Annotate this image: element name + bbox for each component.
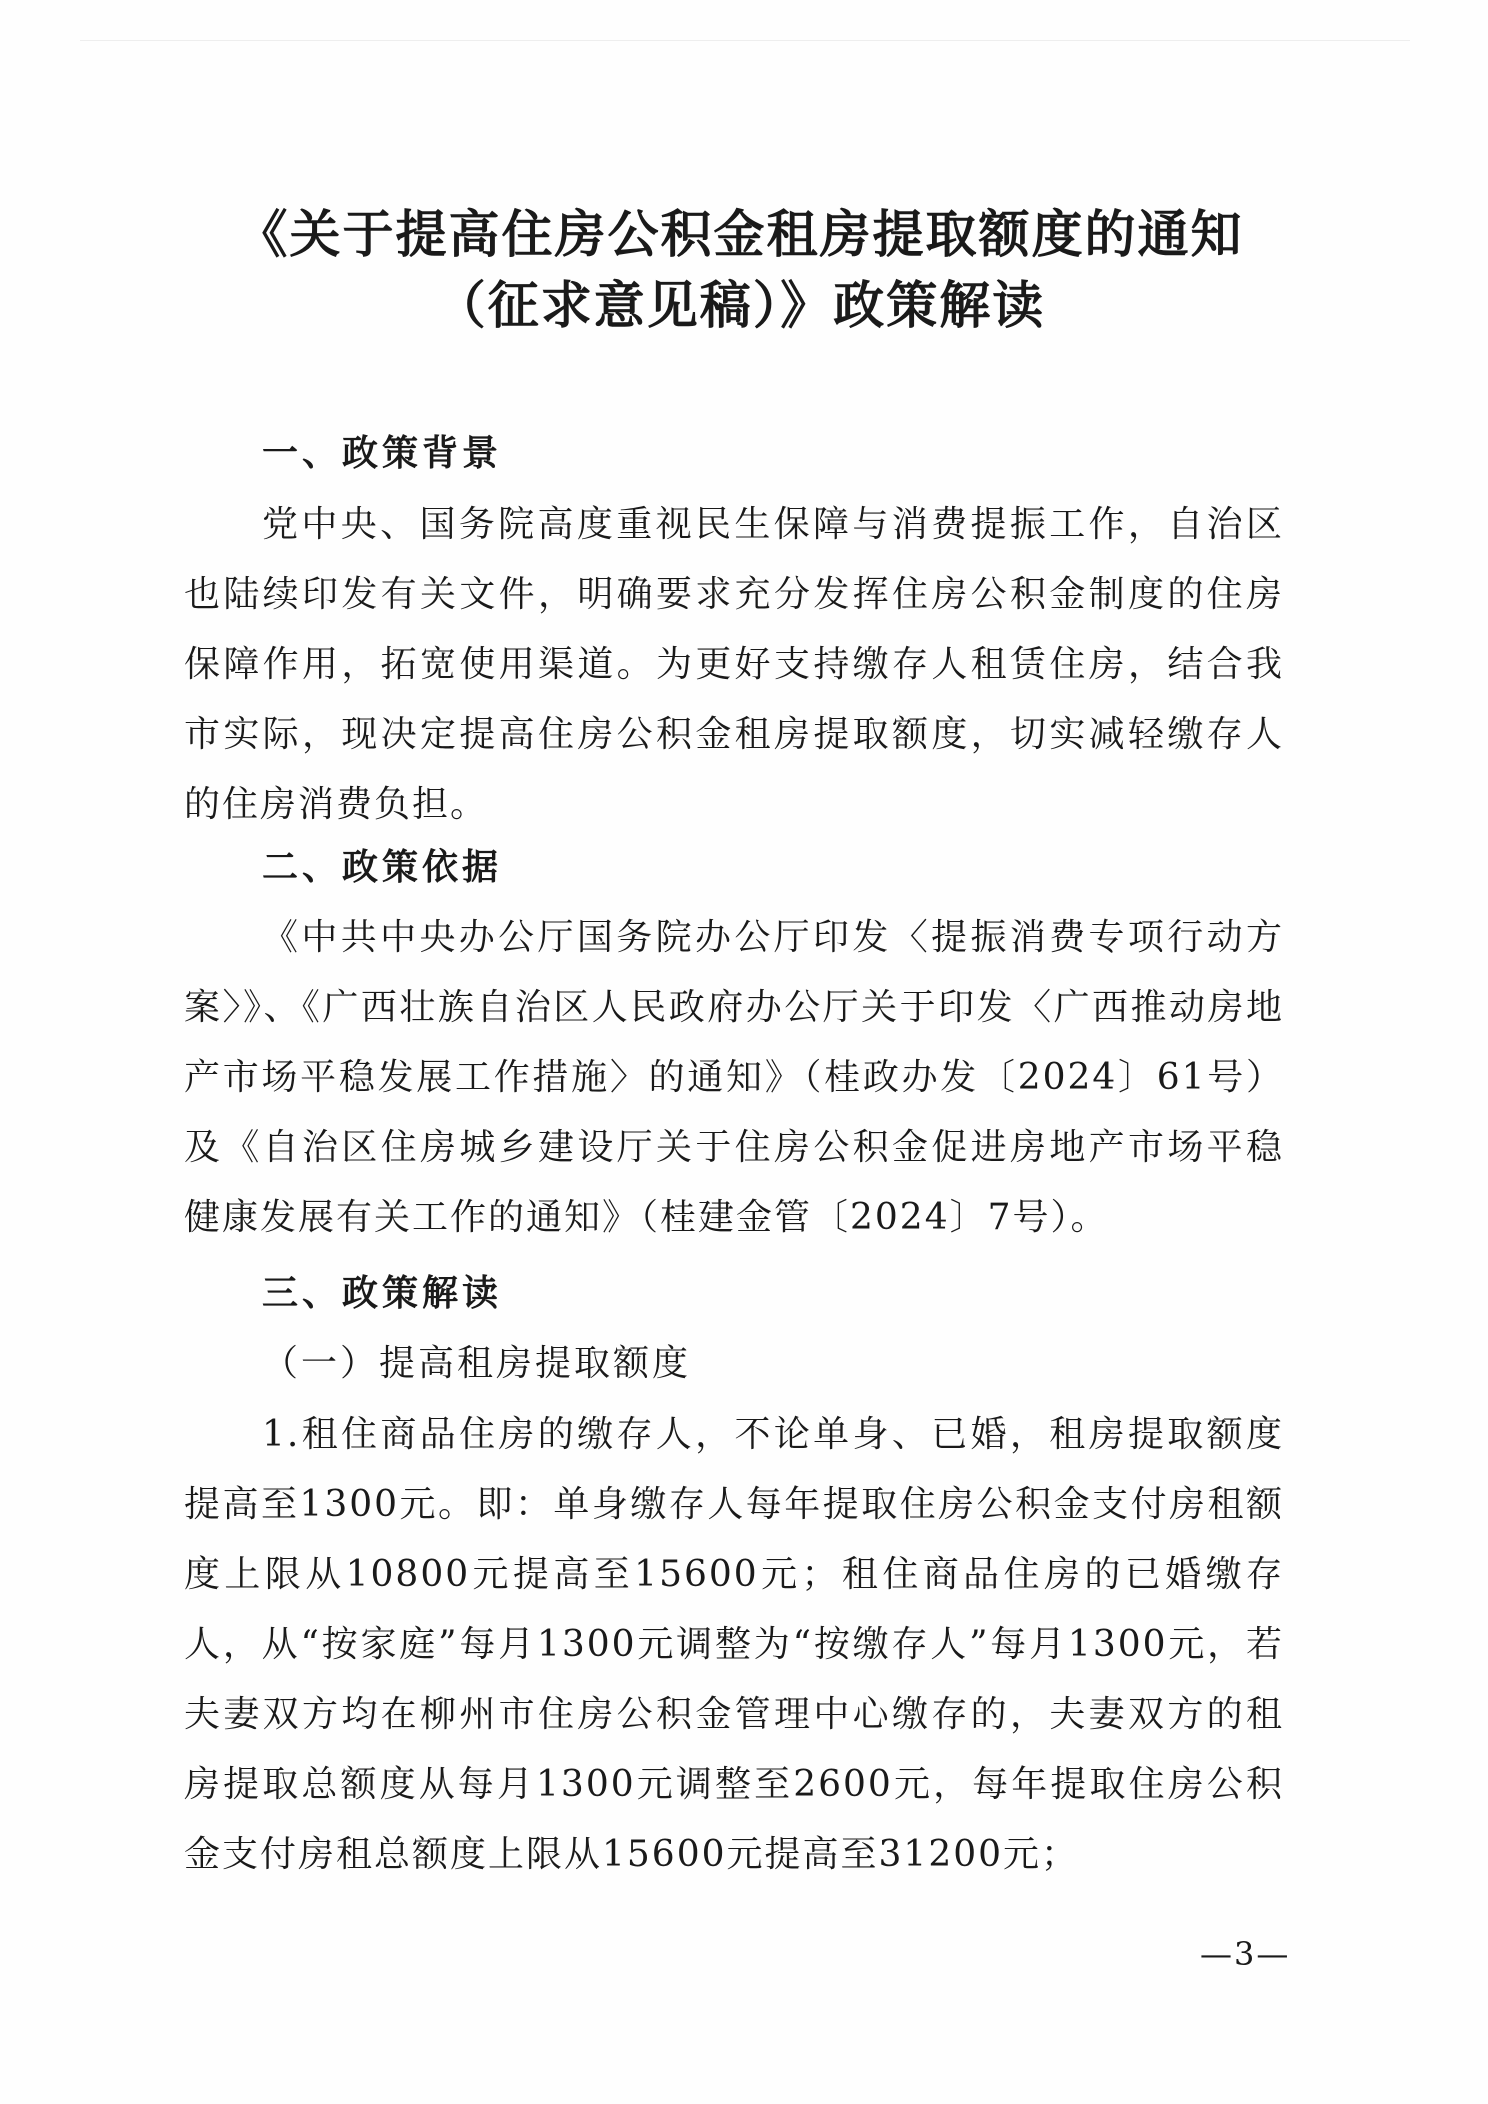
section-2-paragraph: 《中共中央办公厅国务院办公厅印发〈提振消费专项行动方案〉》、《广西壮族自治区人民政府办公厅关于印发〈广西推动房地产市场平稳发展工作措施〉的通知》（桂政办发〔2024〕61号）及《自治区住房城乡建设厅关于住房公积金促进房地产市场平稳健康发展有关工作的通知》（桂建金管〔2024〕7号）。: [184, 917, 1284, 1238]
document-title-line-1: 《关于提高住房公积金租房提取额度的通知: [236, 205, 1244, 265]
section-1-heading: 一、政策背景: [262, 432, 503, 474]
scan-edge-line: [80, 40, 1410, 41]
section-1-paragraph: 党中央、国务院高度重视民生保障与消费提振工作，自治区也陆续印发有关文件，明确要求充分发挥住房公积金制度的住房保障作用，拓宽使用渠道。为更好支持缴存人租赁住房，结合我市实际，现决定提高住房公积金租房提取额度，切实减轻缴存人的住房消费负担。: [184, 504, 1284, 825]
section-3-heading: 三、政策解读: [262, 1272, 503, 1314]
section-3-subheading: （一）提高租房提取额度: [262, 1343, 692, 1384]
section-2-heading: 二、政策依据: [262, 846, 503, 888]
page-number: —3—: [1200, 1935, 1291, 1973]
document-title-line-2: （征求意见稿）》政策解读: [434, 276, 1046, 336]
section-3-paragraph: 1.租住商品住房的缴存人，不论单身、已婚，租房提取额度提高至1300元。即：单身缴存人每年提取住房公积金支付房租额度上限从10800元提高至15600元；租住商品住房的已婚缴存人，从“按家庭”每月1300元调整为“按缴存人”每月1300元，若夫妻双方均在柳州市住房公积金管理中心缴存的，夫妻双方的租房提取总额度从每月1300元调整至2600元，每年提取住房公积金支付房租总额度上限从15600元提高至31200元；: [184, 1414, 1284, 1875]
